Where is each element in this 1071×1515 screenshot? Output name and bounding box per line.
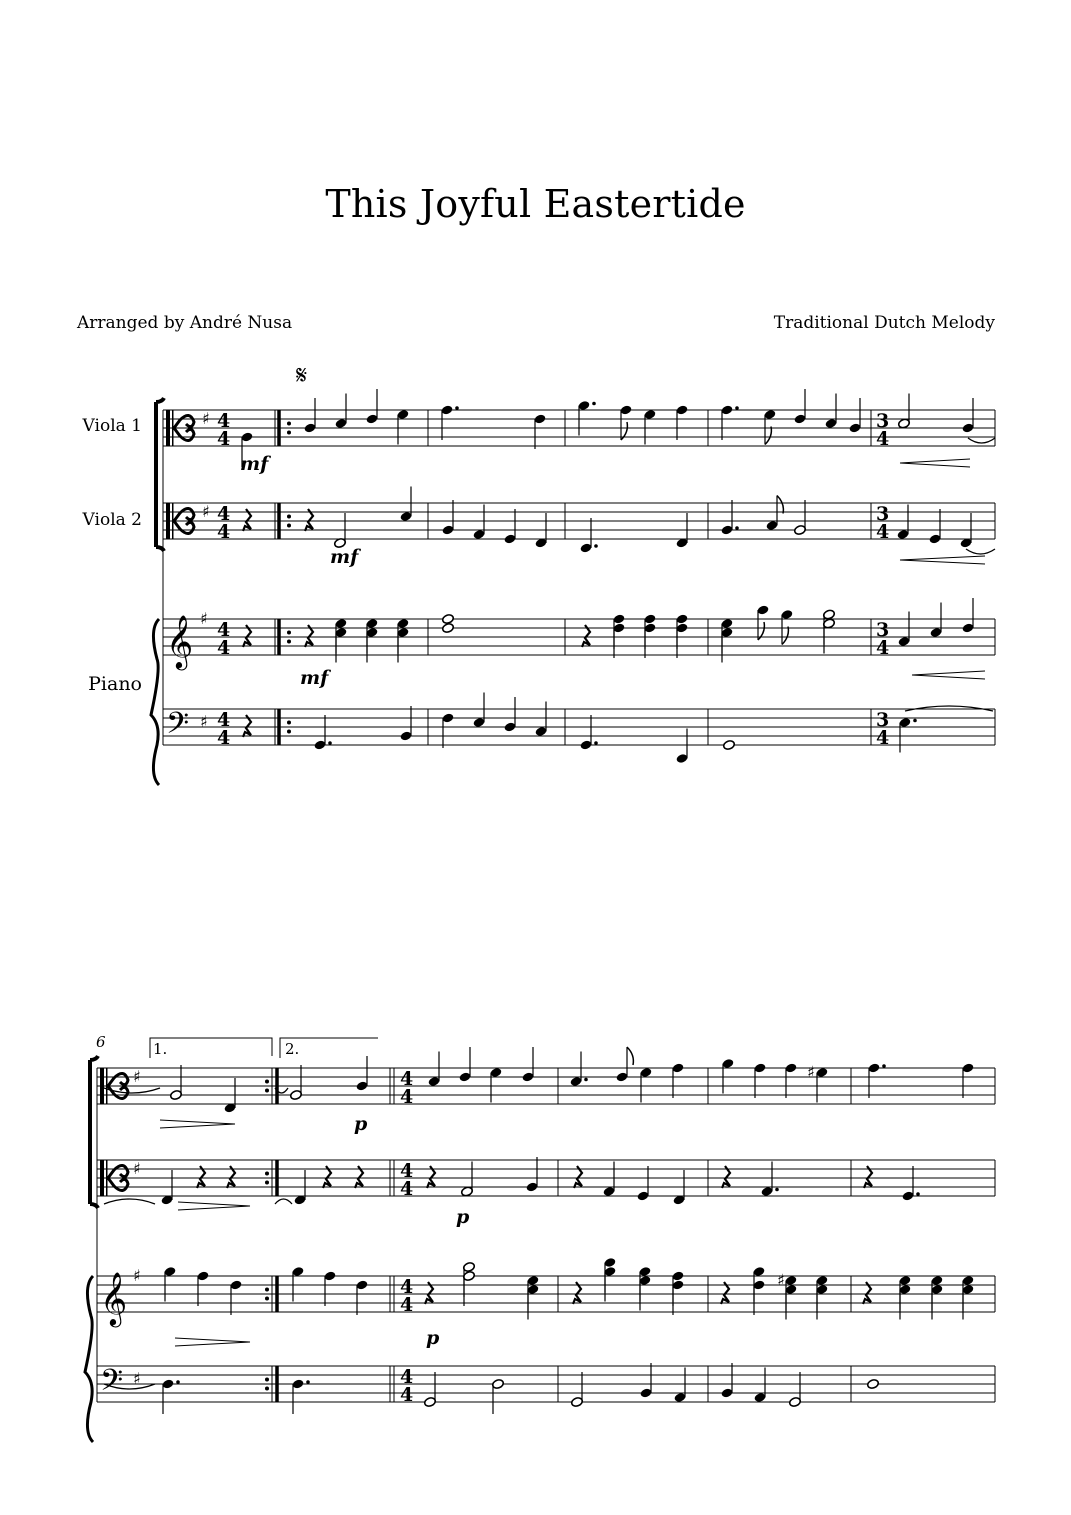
hairpin-line	[178, 1202, 250, 1206]
note	[459, 1047, 472, 1083]
hairpin-line	[175, 1342, 250, 1346]
tie	[966, 549, 995, 554]
note	[197, 1270, 210, 1306]
piano-bass-staff	[163, 709, 995, 745]
bass-clef: 𝄢	[166, 707, 190, 748]
time-signature	[400, 1160, 413, 1200]
clef-bar	[172, 410, 174, 446]
dot	[594, 544, 598, 548]
svg-text:𝄋: 𝄋	[296, 361, 308, 391]
piano-bass-staff	[97, 1366, 995, 1402]
treble-clef: 𝄞	[100, 1271, 128, 1325]
note	[603, 1162, 616, 1198]
dot	[176, 1380, 180, 1384]
flag	[782, 627, 788, 645]
note	[428, 1052, 441, 1088]
instrument-label-piano: Piano	[88, 673, 142, 695]
note	[356, 1279, 369, 1315]
dot	[306, 1380, 310, 1384]
note	[473, 505, 486, 541]
note	[962, 398, 975, 434]
note	[335, 394, 348, 430]
piano-brace	[151, 619, 159, 785]
note	[526, 1157, 539, 1193]
hairpin-line	[900, 459, 970, 463]
note	[640, 1363, 653, 1399]
dot	[265, 1089, 269, 1093]
dot	[913, 719, 917, 723]
note	[757, 604, 770, 640]
note	[761, 1162, 779, 1198]
dot	[287, 422, 291, 426]
piano-treble-staff	[163, 619, 995, 655]
note	[604, 1266, 617, 1302]
timesig-den: 4	[876, 428, 890, 450]
note	[442, 500, 455, 536]
volta-2-label: 2.	[285, 1040, 300, 1058]
timesig-num: 4	[217, 619, 231, 641]
clef-bar	[166, 503, 170, 539]
time-signature	[876, 410, 889, 450]
note	[929, 509, 942, 545]
dot	[265, 1288, 269, 1292]
dot	[735, 526, 739, 530]
note	[534, 413, 547, 449]
dot	[265, 1387, 269, 1391]
dot	[592, 402, 596, 406]
note	[849, 398, 862, 434]
hairpin-line	[900, 463, 970, 467]
note	[571, 1372, 584, 1408]
note	[424, 1372, 437, 1408]
flag	[765, 427, 771, 445]
dot	[287, 730, 291, 734]
note	[356, 1056, 369, 1092]
note	[754, 1368, 767, 1404]
hairpin-line	[900, 560, 985, 564]
bass-clef: 𝄢	[100, 1364, 124, 1405]
note	[766, 496, 784, 532]
viola-1-staff	[97, 1068, 995, 1104]
dot	[265, 1080, 269, 1084]
time-signature	[217, 619, 230, 659]
note	[960, 513, 973, 549]
volta-2-bracket	[280, 1038, 378, 1058]
note	[224, 1078, 237, 1114]
notehead	[442, 622, 455, 633]
timesig-num: 4	[400, 1276, 414, 1298]
clef-bar	[166, 410, 170, 446]
dot	[265, 1297, 269, 1301]
tie	[275, 1199, 292, 1204]
dot	[287, 631, 291, 635]
score-title: This Joyful Eastertide	[325, 182, 746, 226]
dot	[455, 406, 459, 410]
note	[578, 400, 596, 436]
timesig-num: 4	[217, 709, 231, 731]
clef-bar	[106, 1160, 108, 1196]
instrument-label-viola-1: Viola 1	[82, 416, 142, 436]
note	[764, 409, 777, 445]
time-signature	[876, 709, 889, 749]
note	[442, 712, 455, 748]
dynamic-p: p	[456, 1206, 470, 1228]
note	[794, 500, 807, 536]
crescendo-hairpin	[900, 556, 985, 564]
time-signature	[217, 709, 230, 749]
note	[781, 609, 794, 645]
dot	[265, 1181, 269, 1185]
note	[897, 505, 910, 541]
note	[620, 404, 633, 440]
dot	[287, 524, 291, 528]
note	[794, 389, 807, 425]
note	[400, 487, 413, 523]
dot	[916, 1192, 920, 1196]
note	[898, 612, 911, 648]
note	[580, 518, 598, 554]
note	[637, 1166, 650, 1202]
dot	[735, 406, 739, 410]
time-signature	[400, 1366, 413, 1406]
note	[294, 1170, 307, 1206]
note	[676, 404, 689, 440]
clef-bar	[106, 1068, 108, 1104]
note	[442, 622, 455, 633]
dynamic-mf: mf	[240, 453, 269, 475]
timesig-num: 4	[217, 410, 231, 432]
timesig-num: 4	[400, 1366, 414, 1388]
dynamic-p: p	[426, 1327, 440, 1349]
hairpin-line	[160, 1120, 235, 1124]
sharp: ♯	[133, 1266, 141, 1285]
timesig-den: 4	[400, 1294, 414, 1316]
note	[823, 618, 836, 654]
composer-credit: Traditional Dutch Melody	[773, 313, 995, 333]
diminuendo-hairpin	[175, 1338, 250, 1346]
note	[898, 394, 911, 430]
diminuendo-hairpin	[160, 1120, 235, 1128]
timesig-num: 4	[217, 503, 231, 525]
treble-clef: 𝄞	[166, 614, 194, 668]
flag	[627, 1047, 633, 1065]
note	[930, 603, 943, 639]
note	[461, 1162, 474, 1198]
arranger-credit: Arranged by André Nusa	[77, 313, 293, 333]
dot	[328, 741, 332, 745]
note	[292, 1266, 305, 1302]
timesig-num: 3	[876, 410, 890, 432]
dot	[882, 1064, 886, 1068]
timesig-den: 4	[400, 1086, 414, 1108]
sharp: ♯	[133, 1159, 141, 1178]
dot	[265, 1378, 269, 1382]
timesig-den: 4	[400, 1178, 414, 1200]
tie	[968, 438, 995, 443]
notehead	[723, 739, 736, 750]
dot	[775, 1188, 779, 1192]
crescendo-hairpin	[912, 671, 985, 679]
note	[473, 693, 486, 729]
clef-bar	[100, 1068, 104, 1104]
note	[899, 717, 917, 753]
timesig-den: 4	[876, 637, 890, 659]
note	[867, 1378, 880, 1389]
note	[962, 598, 975, 634]
timesig-den: 4	[876, 521, 890, 543]
note	[535, 702, 548, 738]
sharp: ♯	[202, 502, 210, 521]
sharp: ♯	[200, 712, 208, 731]
segno-sign	[296, 361, 307, 391]
time-signature	[400, 1068, 413, 1108]
hairpin-line	[160, 1124, 235, 1128]
note	[290, 1065, 303, 1101]
timesig-den: 4	[876, 727, 890, 749]
dot	[287, 721, 291, 725]
volta-1-bracket	[150, 1038, 272, 1058]
volta-1-label: 1.	[153, 1040, 168, 1058]
time-signature	[217, 503, 230, 543]
timesig-num: 3	[876, 503, 890, 525]
sharp: ♯	[200, 609, 208, 628]
crescendo-hairpin	[900, 459, 970, 467]
dot	[287, 640, 291, 644]
timesig-den: 4	[217, 521, 231, 543]
notehead	[867, 1378, 880, 1389]
hairpin-line	[175, 1338, 250, 1342]
note	[522, 1047, 535, 1083]
timesig-den: 4	[400, 1384, 414, 1406]
diminuendo-hairpin	[178, 1202, 250, 1210]
note	[504, 509, 517, 545]
sharp: ♯	[202, 409, 210, 428]
note	[789, 1372, 802, 1408]
timesig-num: 3	[876, 709, 890, 731]
time-signature	[400, 1276, 413, 1316]
notehead	[442, 613, 455, 624]
time-signature	[217, 410, 230, 450]
timesig-den: 4	[217, 637, 231, 659]
note	[324, 1270, 337, 1306]
note	[644, 409, 657, 445]
note	[962, 1062, 975, 1098]
note	[492, 1378, 505, 1414]
timesig-den: 4	[217, 727, 231, 749]
note	[640, 1067, 653, 1103]
note	[400, 706, 413, 742]
instrument-label-viola-2: Viola 2	[82, 510, 142, 530]
clef-bar	[100, 1160, 104, 1196]
note	[170, 1065, 183, 1101]
note	[723, 739, 736, 750]
timesig-den: 4	[217, 428, 231, 450]
note	[674, 1368, 687, 1404]
dot	[287, 515, 291, 519]
note	[304, 398, 317, 434]
dynamic-mf: mf	[300, 667, 329, 689]
hairpin-line	[178, 1206, 250, 1210]
dot	[594, 741, 598, 745]
hairpin-line	[900, 556, 985, 560]
sharp: ♯	[133, 1369, 141, 1388]
note	[754, 1062, 767, 1098]
viola-2-staff	[163, 503, 995, 539]
time-signature	[876, 619, 889, 659]
timesig-num: 4	[400, 1068, 414, 1090]
sharp: ♯	[807, 1062, 815, 1082]
flag	[777, 496, 783, 514]
note	[676, 513, 689, 549]
note	[164, 1266, 177, 1302]
note	[676, 729, 689, 765]
note	[570, 1052, 588, 1088]
piano-brace	[85, 1276, 93, 1442]
note	[504, 697, 517, 733]
note	[490, 1067, 503, 1103]
note	[535, 513, 548, 549]
note	[397, 409, 410, 445]
note	[825, 394, 838, 430]
measure-number: 6	[96, 1033, 106, 1051]
clef-bar	[172, 503, 174, 539]
note	[673, 1170, 686, 1206]
timesig-num: 3	[876, 619, 890, 641]
sharp: ♯	[777, 1270, 785, 1290]
timesig-num: 4	[400, 1160, 414, 1182]
note	[785, 1062, 798, 1098]
hairpin-line	[912, 675, 985, 679]
note	[672, 1062, 685, 1098]
dynamic-p: p	[354, 1113, 368, 1135]
dot	[584, 1078, 588, 1082]
dynamic-mf: mf	[330, 546, 359, 568]
note	[334, 513, 347, 549]
piano-treble-staff	[97, 1276, 995, 1312]
dot	[287, 431, 291, 435]
sharp: ♯	[133, 1067, 141, 1086]
note	[721, 1363, 734, 1399]
note	[161, 1170, 174, 1206]
note	[442, 613, 455, 624]
tie	[104, 1199, 155, 1204]
note	[816, 1067, 829, 1103]
note	[230, 1279, 243, 1315]
note	[366, 389, 379, 425]
hairpin-line	[912, 671, 985, 675]
time-signature	[876, 503, 889, 543]
dot	[265, 1172, 269, 1176]
note	[722, 1058, 735, 1094]
